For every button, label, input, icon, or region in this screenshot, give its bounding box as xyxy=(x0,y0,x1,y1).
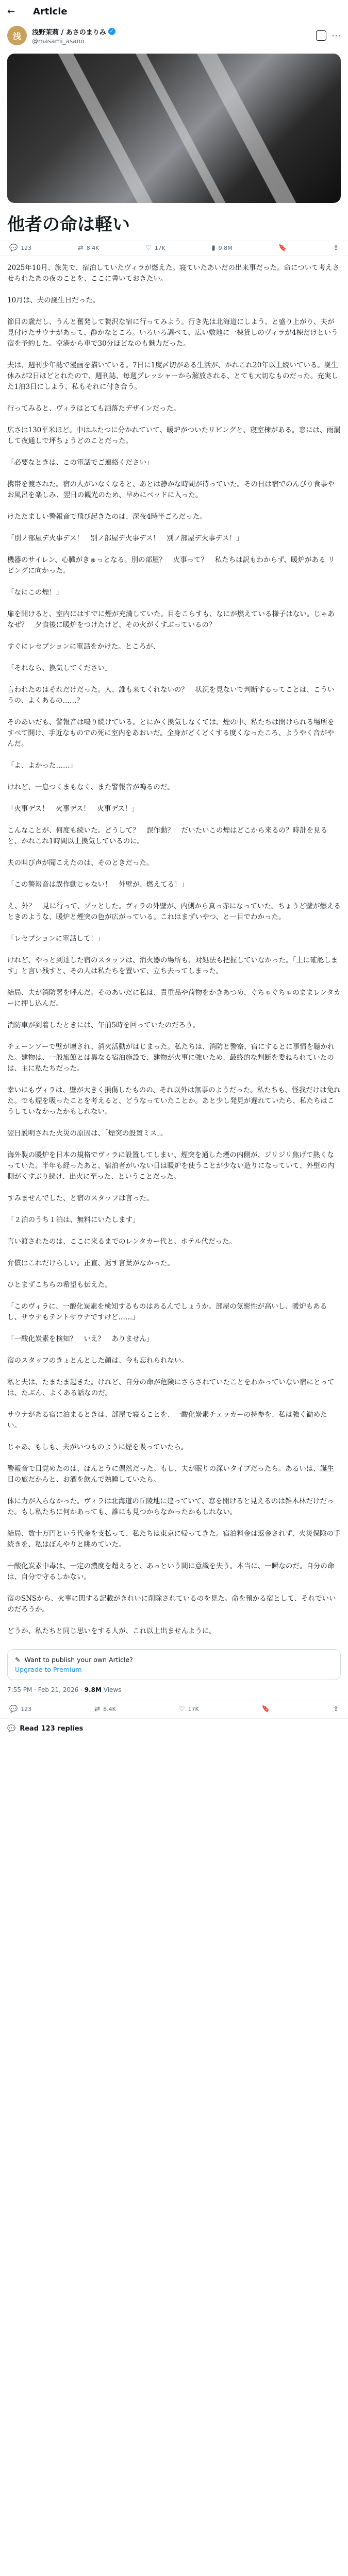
article-paragraph: 「２泊のうち１泊は、無料にいたします」 xyxy=(7,1216,140,1224)
article-paragraph: 体に力が入らなかった。ヴィラは北海道の丘陵地に建っていて、窓を開けると見えるのは雑木林だけだった。もし私たちに何かあっても、誰にも見つからなかったかもしれない。 xyxy=(7,1497,334,1516)
reply-icon: 💬 xyxy=(7,1725,16,1733)
article-paragraph: 「それなら、換気してください」 xyxy=(7,664,112,672)
hero-image xyxy=(7,54,341,203)
article-paragraph: すみませんでした、と宿のスタッフは言った。 xyxy=(7,1194,154,1202)
share-button[interactable] xyxy=(333,244,339,252)
repost-button-bottom[interactable] xyxy=(94,1705,116,1713)
bookmark-icon: 🔖 xyxy=(278,244,287,252)
article-paragraph: 「この警報音は誤作動じゃない！ 外壁が、燃えてる！」 xyxy=(7,880,188,889)
article-paragraph: 結局、夫が消防署を呼んだ。そのあいだに私は、貴重品や荷物をかきあつめ、ぐちゃぐちゃのままレンタカーに押し込んだ。 xyxy=(7,989,341,1008)
post-views: 9.8M xyxy=(84,1686,102,1693)
like-count: 17K xyxy=(154,245,165,251)
article-paragraph: 翌日説明された火災の原因は、「煙突の設置ミス」。 xyxy=(7,1129,168,1138)
reply-icon: 💬 xyxy=(9,1705,18,1713)
article-paragraph: 夫は、週刊少年誌で漫画を描いている。7日に1度〆切がある生活が、かれこれ20年以上続いている。誕生休みが2日ほどとれたので、週刊誌、毎週プレッシャーから解放される、とても大切なものだった。充実した1泊3日にしよう、私もそれに付き合う。 xyxy=(7,361,338,391)
repost-count: 8.4K xyxy=(86,245,100,251)
heart-icon: ♡ xyxy=(145,244,152,252)
article-paragraph: そのあいだも、警報音は鳴り続けている。とにかく換気しなくては。煙の中、私たちは開けられる場所をすべて開け、手近なものでの死に室内をあおいだ。全身がどくどくする度くなったころ、ようやく音がやんだ。 xyxy=(7,718,335,748)
bookmark-icon: 🔖 xyxy=(261,1705,271,1713)
article-paragraph: 「一酸化炭素を検知？ いえ？ ありません」 xyxy=(7,1335,154,1343)
article-paragraph: じゃあ、もしも、夫がいつものように煙を吸っていたら。 xyxy=(7,1443,188,1451)
author-info xyxy=(32,27,316,45)
article-paragraph: チェーンソーで壁が壊され、消火活動がはじまった。私たちは、消防と警察、宿にするとに事情を聴かれた。建物は、一般旅館とは異なる宿泊施設で、建物が火事に強いため、最終的な判断を委ねられていたのは、主に私たちだった。 xyxy=(7,1043,335,1073)
article-paragraph: 宿のSNSから、火事に関する記載がきれいに削除されているのを見た。命を預かる宿として、それでいいのだろうか。 xyxy=(7,1595,336,1614)
repost-count: 8.4K xyxy=(103,1706,116,1713)
article-paragraph: 「このヴィラに、一酸化炭素を検知するものはあるんでしょうか。部屋の気密性が高いし、暖炉もあるし、サウナもテントサウナですけど……」 xyxy=(7,1302,327,1321)
article-paragraph: 宿のスタッフのきょとんとした顔は、今も忘れられない。 xyxy=(7,1357,188,1365)
upgrade-question: Want to publish your own Article? xyxy=(24,1656,133,1664)
article-paragraph: 私と夫は、たまたま起きた。けれど、自分の命が危険にさらされていたことをわかっていない宿にとっては、たぶん、よくある話なのだ。 xyxy=(7,1378,335,1397)
article-paragraph: 「レセプションに電話して！」 xyxy=(7,935,105,943)
pencil-icon: ✎ xyxy=(15,1656,21,1664)
article-paragraph: 海外製の暖炉を日本の規格でヴィラに設置してしまい、煙突を通した煙の内側が、ジリジリ焦げて熱くなっていた。半年も経ったあと、宿泊者がいない日は暖炉を使うことが少ない造りになっていて、外壁の内側がくすぶり続け、出火に至った、ということだった。 xyxy=(7,1151,335,1181)
like-count: 17K xyxy=(188,1706,199,1713)
article-paragraph: 消防車が到着したときには、午前5時を回っていたのだろう。 xyxy=(7,1021,200,1029)
author-name-row xyxy=(32,27,316,37)
article-paragraph: 2025年10月、旅先で、宿泊していたヴィラが燃えた。寝ていたあいだの出来事だった。命について考えさせられたあの夜のことを、ここに書いておきたい。 xyxy=(7,264,340,283)
article-paragraph: 携帯を渡された。宿の人がいなくなると、あとは静かな時間が待っていた。その日は宿でのんびり食事やお風呂を楽しみ、翌日の観光のため、早めにベッドに入った。 xyxy=(7,480,335,499)
read-replies-button[interactable] xyxy=(0,1719,348,1739)
post-meta xyxy=(0,1680,348,1700)
article-paragraph: 機器のサイレン、心臓がきゅっとなる。別の部屋？ 火事って？ 私たちは訳もわからず、暖炉がある リビングに向かった。 xyxy=(7,556,335,575)
article-paragraph: 結局、数十万円という代金を支払って、私たちは東京に帰ってきた。宿泊料金は返金されず、火災保険の手続きを、私はぼんやりと眺めていた。 xyxy=(7,1530,341,1549)
arrow-left-icon[interactable]: ← xyxy=(7,6,15,17)
author-row xyxy=(0,23,348,49)
reply-button-bottom[interactable] xyxy=(9,1705,31,1713)
read-replies-label: Read 123 replies xyxy=(20,1725,84,1733)
article-paragraph: どうか、私たちと同じ思いをする人が、これ以上出ませんように。 xyxy=(7,1627,216,1635)
reply-count: 123 xyxy=(21,245,32,251)
article-paragraph: 「別ノ部屋デ火事デス！ 別ノ部屋デ火事デス！ 別ノ部屋デ火事デス！」 xyxy=(7,534,243,543)
post-actions xyxy=(0,1700,348,1719)
share-icon: ⇪ xyxy=(333,244,339,252)
reply-icon: 💬 xyxy=(9,244,18,252)
article-paragraph: 広さは130平米ほど。中はふたつに分かれていて、暖炉がついたリビングと、寝室棟がある。窓には、雨漏して夜通しで坪ちょうどのことだった。 xyxy=(7,426,341,445)
article-paragraph: え、外？ 見に行って、ゾッとした。ヴィラの外壁が、内側から真っ赤になっていた。ちょうど壁が燃えるときのような、暖炉と煙突の色が広がっている。これはまずいやつ、と一目でわかった。 xyxy=(7,902,341,921)
view-count: 9.8M xyxy=(218,245,233,251)
article-paragraph: 一酸化炭素中毒は、一定の濃度を超えると、あっという間に意識を失う。本当に、一瞬なのだ。自分の命は、自分で守るしかない。 xyxy=(7,1562,335,1581)
reply-count: 123 xyxy=(21,1706,32,1713)
like-button-bottom[interactable] xyxy=(179,1705,199,1713)
share-button-bottom[interactable] xyxy=(333,1705,339,1713)
bookmark-button[interactable] xyxy=(278,244,287,252)
article-paragraph: 警報音で目覚めたのは、ほんとうに偶然だった。もし、夫が眠りの深いタイプだったら。あるいは、誕生日の旅だからと、お酒を飲んで熟睡していたら。 xyxy=(7,1465,334,1484)
author-name[interactable]: 浅野茉莉 / あさのまりみ xyxy=(32,28,106,37)
article-paragraph: けれど、やっと到達した宿のスタッフは、消火器の場所も、対処法も把握していなかった。「上に確認します」と言い残すと、その人は私たちを置いて、立ち去ってしまった。 xyxy=(7,956,338,975)
article-paragraph: 「必要なときは、この電話でご連絡ください」 xyxy=(7,459,154,467)
article-paragraph: 幸いにもヴィラは、壁が大きく損傷したものの、それ以外は無事のようだった。私たちも、怪我だけは免れた。でも煙を吸ったことを考えると、どうなっていたことか。あと少し発見が遅れていたら、私たちはこうしていなかったかもしれない。 xyxy=(7,1086,341,1116)
repost-button[interactable] xyxy=(78,244,100,252)
share-icon: ⇪ xyxy=(333,1705,339,1713)
article-paragraph: 「火事デス！ 火事デス！ 火事デス！」 xyxy=(7,805,139,813)
repost-icon: ⇄ xyxy=(94,1705,101,1713)
article-title: 他者の命は軽い xyxy=(7,214,130,235)
article-paragraph: 言われたのはそれだけだった。人、誰も来てくれないの？ 状況を見ないで判断するってことは、こういうの、よくあるの……？ xyxy=(7,686,335,705)
like-button[interactable] xyxy=(145,244,165,252)
article-paragraph: 行ってみると、ヴィラはとても洒落たデザインだった。 xyxy=(7,404,180,413)
article-paragraph: 言い渡されたのは、ここに来るまでのレンタカー代と、ホテル代だった。 xyxy=(7,1238,236,1246)
upgrade-row xyxy=(15,1656,333,1664)
article-paragraph: サウナがある宿に泊まるときは、部屋で寝ることを、一酸化炭素チェッカーの持参を、私は強く勧めたい。 xyxy=(7,1411,327,1430)
article-paragraph: ひとまずこちらの希望も伝えた。 xyxy=(7,1281,112,1289)
article-paragraph: 扉を開けると、室内にはすでに煙が充満していた。目をこらすも、なにが燃えている様子はない。じゃあなぜ？ 夕食後に暖炉をつけたけど、その火がくすぶっているの？ xyxy=(7,610,335,629)
article-body xyxy=(0,256,348,1637)
article-paragraph: こんなことが、何度も続いた。どうして？ 誤作動？ だいたいこの煙はどこから来るの？時計を見ると、かれこれ1時間以上換気しているのに。 xyxy=(7,826,327,845)
article-paragraph: 弁償はこれだけらしい。正直、返す言葉がなかった。 xyxy=(7,1259,174,1267)
article-actions xyxy=(0,241,348,256)
top-bar xyxy=(0,0,348,23)
views-button[interactable] xyxy=(212,244,233,252)
upgrade-card xyxy=(7,1649,341,1680)
heart-icon: ♡ xyxy=(178,1705,185,1713)
avatar[interactable]: 浅 xyxy=(7,26,27,45)
views-label: Views xyxy=(101,1686,122,1693)
bookmark-button-bottom[interactable] xyxy=(262,1705,270,1713)
author-handle[interactable]: @masami_asano xyxy=(32,37,85,45)
more-icon[interactable]: ⋯ xyxy=(332,30,341,41)
article-paragraph: すぐにレセプションに電話をかけた。ところが、 xyxy=(7,642,160,651)
page-title: Article xyxy=(33,6,68,17)
post-time[interactable]: 7:55 PM · Feb 21, 2026 · xyxy=(7,1686,85,1693)
article-paragraph: けたたましい警報音で飛び起きたのは、深夜4時半ごろだった。 xyxy=(7,513,207,521)
upgrade-link[interactable]: Upgrade to Premium xyxy=(15,1666,82,1673)
article-paragraph: 夫の叫び声が聞こえたのは、そのときだった。 xyxy=(7,859,154,867)
grok-icon[interactable] xyxy=(316,30,326,41)
reply-button[interactable] xyxy=(9,244,31,252)
article-paragraph: 「なにこの煙！」 xyxy=(7,588,63,597)
article-paragraph: 「よ、よかった……」 xyxy=(7,761,77,770)
views-icon: ▮ xyxy=(211,244,216,252)
article-paragraph: けれど、一息つくまもなく、また警報音が鳴るのだ。 xyxy=(7,783,174,791)
verified-icon: ✓ xyxy=(108,28,115,35)
article-paragraph: 10月は、夫の誕生日だった。 xyxy=(7,296,100,304)
repost-icon: ⇄ xyxy=(77,244,84,252)
article-paragraph: 節目の歳だし、うんと奮発して贅沢な宿に行ってみよう。行き先は北海道にしよう、と盛り上がり、夫が見付けたサウナがあって、静かなところ。いろいろ調べて、広い敷地に一棟貸しのヴィラが4棟だけという宿を予約した。空港から車で30分ほどなのも魅力だった。 xyxy=(7,318,338,348)
